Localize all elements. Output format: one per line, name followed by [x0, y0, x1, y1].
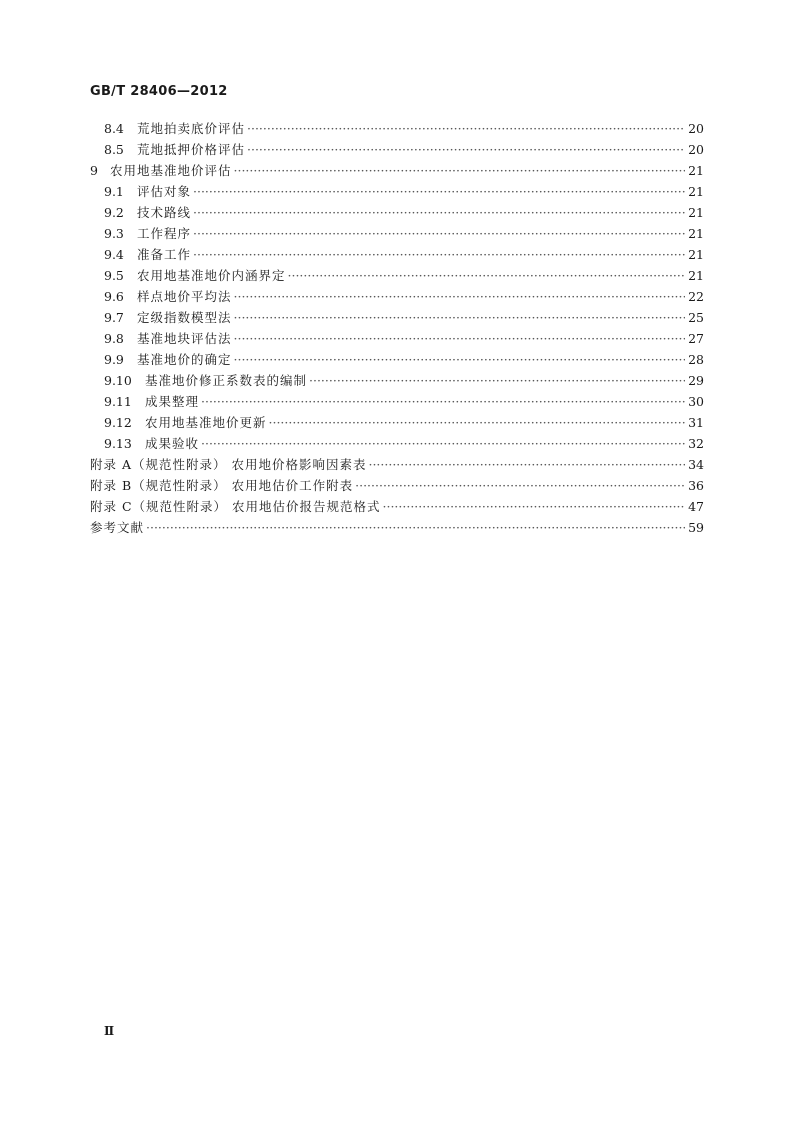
toc-entry-title: 准备工作 — [137, 247, 192, 262]
toc-dot-leader — [247, 118, 685, 139]
toc-entry-number: 9.3 — [104, 226, 124, 241]
toc-entry[interactable] — [90, 370, 704, 391]
toc-entry-page: 36 — [688, 478, 704, 493]
toc-entry[interactable] — [90, 412, 704, 433]
toc-entry[interactable] — [90, 139, 704, 160]
toc-dot-leader — [247, 139, 685, 160]
toc-dot-leader — [355, 475, 685, 496]
toc-dot-leader — [234, 328, 685, 349]
toc-entry-number: 9.1 — [104, 184, 124, 199]
toc-entry-title: 成果验收 — [145, 436, 200, 451]
toc-entry-page: 29 — [688, 373, 704, 388]
toc-entry-number: 9.2 — [104, 205, 124, 220]
toc-entry-number: 9.5 — [104, 268, 124, 283]
toc-entry-page: 27 — [688, 331, 704, 346]
toc-entry-number: 9.8 — [104, 331, 124, 346]
toc-dot-leader — [193, 181, 685, 202]
toc-entry-title: 成果整理 — [145, 394, 200, 409]
toc-dot-leader — [368, 454, 685, 475]
toc-entry-number: 9.6 — [104, 289, 124, 304]
toc-entry-page: 21 — [688, 226, 704, 241]
toc-dot-leader — [193, 244, 685, 265]
toc-entry-title: 基准地价的确定 — [137, 352, 232, 367]
toc-entry-title: 荒地拍卖底价评估 — [137, 121, 246, 136]
toc-dot-leader — [146, 517, 685, 538]
toc-entry-page: 21 — [688, 268, 704, 283]
toc-entry-page: 28 — [688, 352, 704, 367]
toc-entry-page: 20 — [688, 142, 704, 157]
toc-entry[interactable] — [90, 286, 704, 307]
toc-dot-leader — [201, 433, 685, 454]
toc-entry[interactable] — [90, 475, 704, 496]
toc-dot-leader — [234, 160, 685, 181]
toc-dot-leader — [383, 496, 685, 517]
toc-dot-leader — [288, 265, 685, 286]
toc-entry[interactable] — [90, 496, 704, 517]
toc-entry-title: 评估对象 — [137, 184, 192, 199]
toc-entry-title: 定级指数模型法 — [137, 310, 232, 325]
toc-entry-title: 基准地块评估法 — [137, 331, 232, 346]
toc-entry-number: 9.7 — [104, 310, 124, 325]
page-number: Ⅱ — [104, 1024, 115, 1038]
toc-entry-title: 样点地价平均法 — [137, 289, 232, 304]
toc-entry-title: 农用地基准地价评估 — [110, 163, 232, 178]
toc-entry-page: 20 — [688, 121, 704, 136]
toc-dot-leader — [234, 307, 685, 328]
toc-entry-page: 30 — [688, 394, 704, 409]
toc-entry-page: 25 — [688, 310, 704, 325]
toc-entry-page: 32 — [688, 436, 704, 451]
toc-entry-page: 21 — [688, 247, 704, 262]
toc-entry-title: 附录 B（规范性附录） 农用地估价工作附表 — [90, 478, 354, 493]
toc-entry-title: 农用地基准地价内涵界定 — [137, 268, 286, 283]
toc-dot-leader — [234, 286, 685, 307]
toc-entry-number: 9.10 — [104, 373, 132, 388]
toc-entry-page: 34 — [688, 457, 704, 472]
toc-entry[interactable] — [90, 454, 704, 475]
toc-entry[interactable] — [90, 244, 704, 265]
toc-entry-number: 8.5 — [104, 142, 124, 157]
toc-entry[interactable] — [90, 202, 704, 223]
toc-entry-title: 荒地抵押价格评估 — [137, 142, 246, 157]
toc-entry-title: 附录 A（规范性附录） 农用地价格影响因素表 — [90, 457, 367, 472]
toc-entry[interactable] — [90, 433, 704, 454]
toc-entry-page: 31 — [688, 415, 704, 430]
toc-entry-number: 9.4 — [104, 247, 124, 262]
toc-entry-number: 9.11 — [104, 394, 132, 409]
toc-entry[interactable] — [90, 391, 704, 412]
toc-entry-page: 21 — [688, 184, 704, 199]
toc-dot-leader — [269, 412, 685, 433]
toc-dot-leader — [201, 391, 685, 412]
toc-entry-number: 9 — [90, 163, 98, 178]
toc-entry[interactable] — [90, 517, 704, 538]
toc-dot-leader — [193, 202, 685, 223]
toc-entry-page: 21 — [688, 205, 704, 220]
toc-entry-number: 9.13 — [104, 436, 132, 451]
toc-entry-title: 附录 C（规范性附录） 农用地估价报告规范格式 — [90, 499, 381, 514]
toc-entry[interactable] — [90, 118, 704, 139]
toc-entry-title: 技术路线 — [137, 205, 192, 220]
toc-entry-number: 8.4 — [104, 121, 124, 136]
toc-entry-page: 22 — [688, 289, 704, 304]
toc-entry[interactable] — [90, 307, 704, 328]
toc-entry-title: 参考文献 — [90, 520, 145, 535]
toc-entry-title: 农用地基准地价更新 — [145, 415, 267, 430]
toc-entry[interactable] — [90, 160, 704, 181]
toc-entry[interactable] — [90, 265, 704, 286]
toc-dot-leader — [309, 370, 685, 391]
toc-entry-number: 9.9 — [104, 352, 124, 367]
table-of-contents — [90, 118, 704, 538]
toc-entry-title: 工作程序 — [137, 226, 192, 241]
toc-entry-title: 基准地价修正系数表的编制 — [145, 373, 308, 388]
toc-dot-leader — [234, 349, 685, 370]
toc-dot-leader — [193, 223, 685, 244]
toc-entry-page: 21 — [688, 163, 704, 178]
toc-entry[interactable] — [90, 328, 704, 349]
toc-entry[interactable] — [90, 181, 704, 202]
document-code: GB/T 28406—2012 — [90, 84, 228, 99]
toc-entry-number: 9.12 — [104, 415, 132, 430]
toc-entry-page: 59 — [688, 520, 704, 535]
toc-entry[interactable] — [90, 223, 704, 244]
toc-entry[interactable] — [90, 349, 704, 370]
toc-entry-page: 47 — [688, 499, 704, 514]
